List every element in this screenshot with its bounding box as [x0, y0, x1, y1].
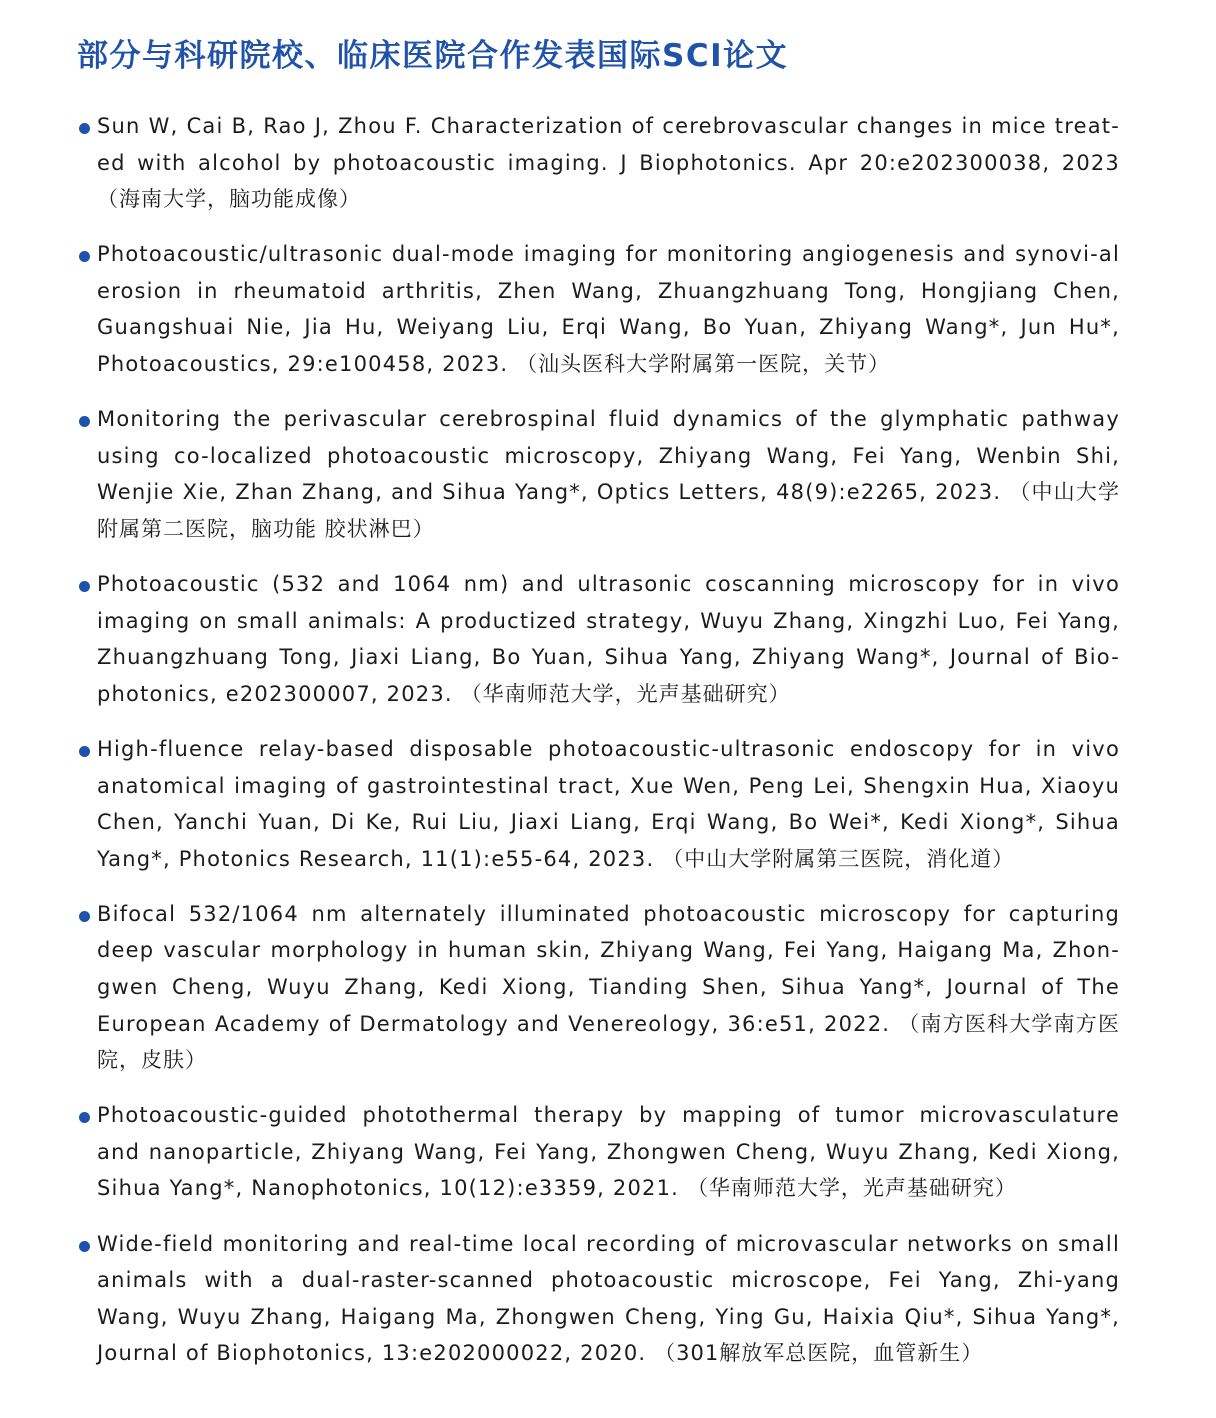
list-item	[0, 1097, 1216, 1207]
reference-note: （海南大学，脑功能成像）	[97, 187, 361, 212]
list-item	[0, 566, 1216, 712]
list-item	[0, 896, 1216, 1079]
bullet-dot-icon	[79, 746, 90, 757]
reference-note: （中山大学附属第三医院，消化道）	[662, 846, 1015, 871]
reference-text: High-fluence relay-based disposable photoacoustic-ultrasonic endoscopy for in vivo anatomical imaging of gastrointestinal tract, Xue Wen, Peng Lei, Shengxin Hua, Xiaoyu Chen, Yanchi Yuan, Di Ke, Rui Liu, Jiaxi Liang, Erqi Wang, Bo Wei*, Kedi Xiong*, Sihua Yang*, Photonics Research, 11(1):e55-64, 2023.	[97, 736, 1120, 871]
bullet-dot-icon	[79, 123, 90, 134]
reference-text: Monitoring the perivascular cerebrospinal fluid dynamics of the glymphatic pathway using co-localized photoacoustic microscopy, Zhiyang Wang, Fei Yang, Wenbin Shi, Wenjie Xie, Zhan Zhang, and Sihua Yang*, Optics Letters, 48(9):e2265, 2023.	[97, 407, 1120, 505]
list-item	[0, 108, 1216, 218]
reference-text: Photoacoustic/ultrasonic dual-mode imaging for monitoring angiogenesis and synovi-al erosion in rheumatoid arthritis, Zhen Wang, Zhuangzhuang Tong, Hongjiang Chen, Guangshuai Nie, Jia Hu, Weiyang Liu, Erqi Wang, Bo Yuan, Zhiyang Wang*, Jun Hu*, Photoacoustics, 29:e100458, 2023.	[97, 242, 1120, 377]
bullet-dot-icon	[79, 1112, 90, 1123]
reference-text: Wide-field monitoring and real-time local recording of microvascular networks on small animals with a dual-raster-scanned photoacoustic microscope, Fei Yang, Zhi-yang Wang, Wuyu Zhang, Haigang Ma, Zhongwen Cheng, Ying Gu, Haixia Qiu*, Sihua Yang*, Journal of Biophotonics, 13:e202000022, 2020.	[97, 1231, 1120, 1366]
reference-text: Bifocal 532/1064 nm alternately illuminated photoacoustic microscopy for capturing deep vascular morphology in human skin, Zhiyang Wang, Fei Yang, Haigang Ma, Zhon-gwen Cheng, Wuyu Zhang, Kedi Xiong, Tianding Shen, Sihua Yang*, Journal of The European Academy of Dermatology and Venereology, 36:e51, 2022.	[97, 901, 1120, 1036]
list-item	[0, 1226, 1216, 1372]
bullet-dot-icon	[79, 1241, 90, 1252]
reference-list	[0, 108, 1216, 1390]
reference-note: （中山大学附属第二医院，脑功能 胶状淋巴）	[97, 480, 1120, 541]
reference-note: （华南师范大学，光声基础研究）	[460, 681, 791, 706]
reference-note: （华南师范大学，光声基础研究）	[686, 1176, 1017, 1201]
page-title: 部分与科研院校、临床医院合作发表国际SCI论文	[77, 38, 789, 74]
bullet-dot-icon	[79, 251, 90, 262]
reference-text: Photoacoustic (532 and 1064 nm) and ultrasonic coscanning microscopy for in vivo imaging on small animals: A productized strategy, Wuyu Zhang, Xingzhi Luo, Fei Yang, Zhuangzhuang Tong, Jiaxi Liang, Bo Yuan, Sihua Yang, Zhiyang Wang*, Journal of Bio-photonics, e202300007, 2023.	[97, 572, 1120, 706]
bullet-dot-icon	[79, 416, 90, 427]
reference-note: （汕头医科大学附属第一医院，关节）	[516, 352, 891, 377]
list-item	[0, 236, 1216, 382]
bullet-dot-icon	[79, 581, 90, 592]
reference-note: （南方医科大学南方医院，皮肤）	[97, 1011, 1121, 1073]
list-item	[0, 731, 1216, 877]
reference-text: Photoacoustic-guided photothermal therapy by mapping of tumor microvasculature and nanoparticle, Zhiyang Wang, Fei Yang, Zhongwen Cheng, Wuyu Zhang, Kedi Xiong, Sihua Yang*, Nanophotonics, 10(12):e3359, 2021.	[97, 1103, 1120, 1201]
list-item	[0, 401, 1216, 547]
bullet-dot-icon	[79, 911, 90, 922]
reference-text: Sun W, Cai B, Rao J, Zhou F. Characterization of cerebrovascular changes in mice treat-ed with alcohol by photoacoustic imaging. J Biophotonics. Apr 20:e202300038, 2023	[97, 114, 1120, 175]
reference-note: （301解放军总医院，血管新生）	[654, 1341, 984, 1366]
